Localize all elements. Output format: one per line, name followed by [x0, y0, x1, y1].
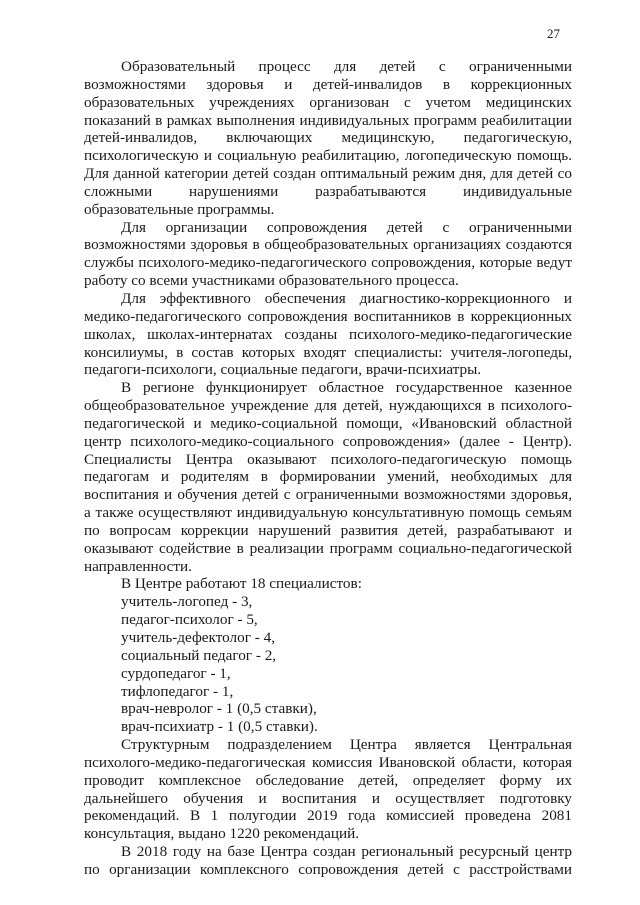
- document-body: [84, 58, 572, 879]
- staff-list-item: врач-невролог - 1 (0,5 ставки),: [121, 700, 317, 718]
- paragraph-resource-center: В 2018 году на базе Центра создан региональный ресурсный центр по организации комплексного сопровождения детей с расстройствами: [84, 843, 572, 878]
- staff-intro: В Центре работают 18 специалистов:: [121, 575, 362, 593]
- staff-list-item: педагог-психолог - 5,: [121, 611, 258, 629]
- paragraph-educational-process: Образовательный процесс для детей с ограниченными возможностями здоровья и детей-инвалидов в коррекционных образовательных учреждениях организован с учетом медицинских показаний в рамках выполнения индивидуальных программ реабилитации детей-инвалидов, включающих медицинскую, педагогическую, психологическую и социальную реабилитацию, логопедическую помощь. Для данной категории детей создан оптимальный режим дня, для детей со сложными нарушениями разрабатываются индивидуальные образовательные программы.: [84, 58, 572, 218]
- staff-list-item: учитель-дефектолог - 4,: [121, 629, 275, 646]
- staff-list-item: тифлопедагог - 1,: [121, 682, 234, 700]
- paragraph-councils: Для эффективного обеспечения диагностико-коррекционного и медико-педагогического сопровождения воспитанников в коррекционных школах, школах-интернатах созданы психолого-медико-педагогические консилиумы, в состав которых входят специалисты: учителя-логопеды, педагоги-психологи, социальные педагоги, врачи-психиатры.: [84, 289, 572, 379]
- staff-list-item: сурдопедагог - 1,: [121, 664, 231, 682]
- staff-list-item: учитель-логопед - 3,: [121, 593, 253, 611]
- paragraph-support-services: Для организации сопровождения детей с ограниченными возможностями здоровья в общеобразовательных организациях создаются службы психолого-медико-педагогического сопровождения, которые ведут работу со всеми участниками образовательного процесса.: [84, 218, 572, 290]
- page-number: 27: [547, 26, 560, 41]
- paragraph-commission: Структурным подразделением Центра является Центральная психолого-медико-педагогическая комиссия Ивановской области, которая проводит комплексное обследование детей, определяет форму их дальнейшего обучения и воспитания и осуществляет подготовку рекомендаций. В 1 полугодии 2019 года комиссией проведена 2081 консультация, выдано 1220 рекомендаций.: [84, 736, 572, 843]
- paragraph-regional-center: В регионе функционирует областное государственное казенное общеобразовательное учреждение для детей, нуждающихся в психолого-педагогической и медико-социальной помощи, «Ивановский областной центр психолого-медико-социального сопровождения» (далее - Центр). Специалисты Центра оказывают психолого-педагогическую помощь педагогам и родителям в формировании умений, необходимых для воспитания и обучения детей с ограниченными возможностями здоровья, а также осуществляют индивидуальную консультативную помощь семьям по вопросам коррекции нарушений развития детей, разрабатывают и оказывают содействие в реализации программ социально-педагогической направленности.: [84, 379, 572, 575]
- staff-list-item: социальный педагог - 2,: [121, 646, 277, 664]
- staff-list: [84, 593, 572, 736]
- staff-list-item: врач-психиатр - 1 (0,5 ставки).: [121, 718, 318, 736]
